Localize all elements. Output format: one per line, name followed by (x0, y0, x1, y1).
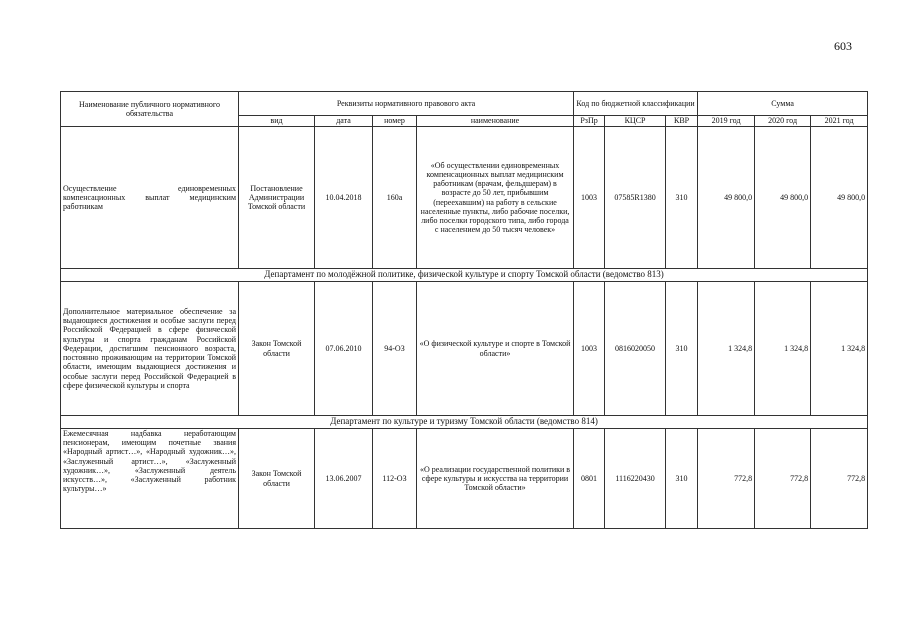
header-2019: 2019 год (698, 116, 755, 127)
header-legal-act-details: Реквизиты нормативного правового акта (239, 92, 574, 116)
header-type: вид (239, 116, 315, 127)
rzpr-code: 1003 (574, 282, 605, 416)
department-row (61, 416, 868, 429)
header-kcsr: КЦСР (605, 116, 666, 127)
amount-2021: 49 800,0 (811, 127, 868, 269)
header-budget-code: Код по бюджетной классификации (574, 92, 698, 116)
header-amount: Сумма (698, 92, 868, 116)
kvr-code: 310 (666, 282, 698, 416)
act-type: Закон Томской области (239, 282, 315, 416)
kcsr-code: 07585R1380 (605, 127, 666, 269)
obligation-name: Осуществление единовременных компенсационных выплат медицинским работникам (61, 127, 239, 269)
amount-2020: 49 800,0 (755, 127, 811, 269)
act-name: «Об осуществлении единовременных компенсационных выплат медицинским работникам (врачам, фельдшерам) в возрасте до 50 лет, прибывшим (переехавшим) на работу в сельские населенные пункты, либо рабочие поселки, либо поселки городского типа, либо города с населением до 50 тысяч человек» (417, 127, 574, 269)
act-date: 10.04.2018 (315, 127, 373, 269)
header-number: номер (373, 116, 417, 127)
table-row (61, 282, 868, 416)
page-number: 603 (834, 39, 852, 53)
obligations-table (60, 91, 868, 529)
department-row (61, 269, 868, 282)
header-rzpr: РзПр (574, 116, 605, 127)
kvr-code: 310 (666, 127, 698, 269)
table-row (61, 429, 868, 529)
act-number: 112-ОЗ (373, 429, 417, 529)
act-type: Постановление Администрации Томской области (239, 127, 315, 269)
act-name: «О физической культуре и спорте в Томской области» (417, 282, 574, 416)
obligation-name: Дополнительное материальное обеспечение за выдающиеся достижения и особые заслуги перед Российской Федерацией в сфере физической культуры и спорта гражданам Российской Федерации, достигшим пенсионного возраста, постоянно проживающим на территории Томской области, имеющим выдающиеся достижения и особые заслуги перед Российской Федерацией в сфере физической культуры и спорта (61, 282, 239, 416)
amount-2020: 772,8 (755, 429, 811, 529)
act-number: 160а (373, 127, 417, 269)
amount-2019: 772,8 (698, 429, 755, 529)
rzpr-code: 0801 (574, 429, 605, 529)
rzpr-code: 1003 (574, 127, 605, 269)
table-row (61, 127, 868, 269)
amount-2021: 1 324,8 (811, 282, 868, 416)
department-814: Департамент по культуре и туризму Томской области (ведомство 814) (61, 416, 868, 429)
header-2021: 2021 год (811, 116, 868, 127)
obligation-name: Ежемесячная надбавка неработающим пенсионерам, имеющим почетные звания «Народный артист…», «Народный художник…», «Заслуженный артист…», «Заслуженный художник…», «Заслуженный деятель искусств…», «Заслуженный работник культуры…» (61, 429, 239, 529)
kcsr-code: 0816020050 (605, 282, 666, 416)
amount-2020: 1 324,8 (755, 282, 811, 416)
act-date: 07.06.2010 (315, 282, 373, 416)
amount-2019: 1 324,8 (698, 282, 755, 416)
act-number: 94-ОЗ (373, 282, 417, 416)
header-date: дата (315, 116, 373, 127)
header-name: наименование (417, 116, 574, 127)
header-obligation-name: Наименование публичного нормативного обязательства (61, 92, 239, 127)
act-date: 13.06.2007 (315, 429, 373, 529)
kcsr-code: 1116220430 (605, 429, 666, 529)
header-2020: 2020 год (755, 116, 811, 127)
amount-2019: 49 800,0 (698, 127, 755, 269)
kvr-code: 310 (666, 429, 698, 529)
department-813: Департамент по молодёжной политике, физической культуре и спорту Томской области (ведомство 813) (61, 269, 868, 282)
header-kvr: КВР (666, 116, 698, 127)
amount-2021: 772,8 (811, 429, 868, 529)
act-name: «О реализации государственной политики в сфере культуры и искусства на территории Томской области» (417, 429, 574, 529)
act-type: Закон Томской области (239, 429, 315, 529)
